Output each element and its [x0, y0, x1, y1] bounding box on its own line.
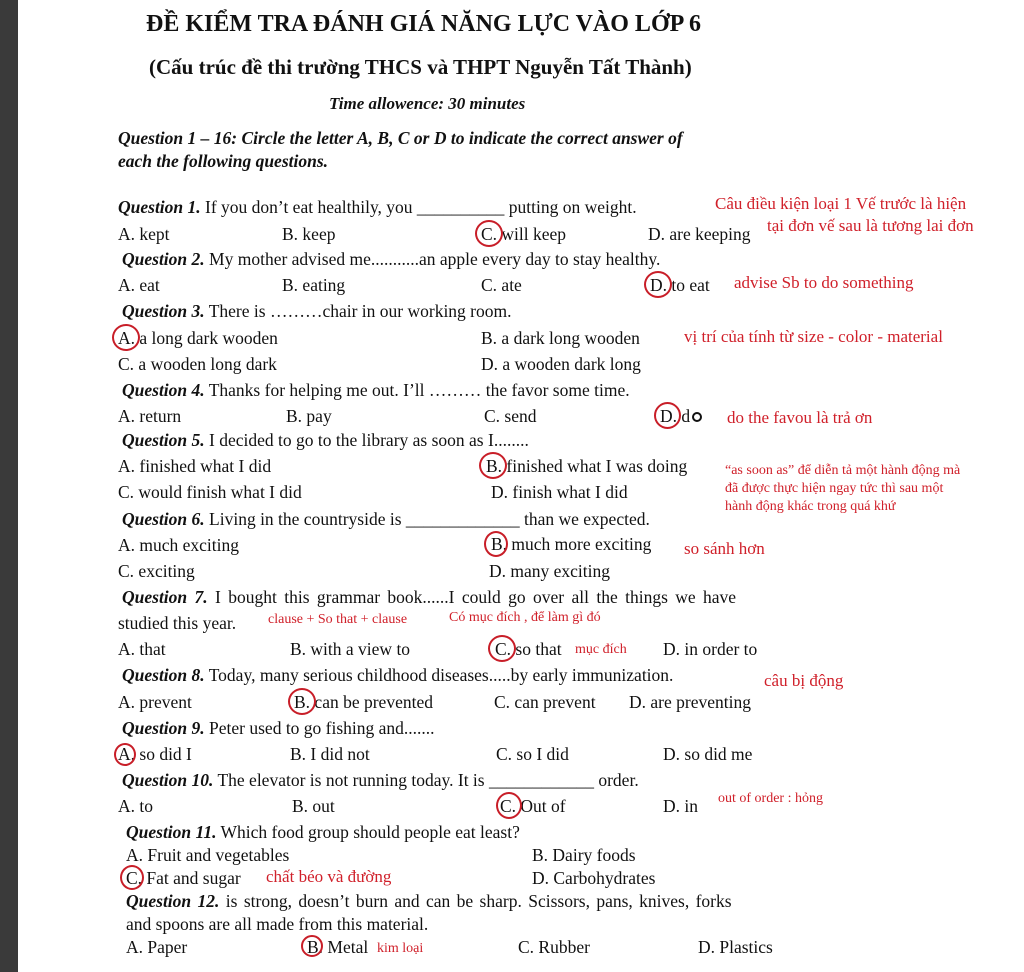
question-6-note: so sánh hơn: [684, 539, 765, 558]
answer-circle-q4: [654, 402, 681, 429]
question-10-option-a: A. to: [118, 796, 153, 816]
question-4-note: do the favou là trả ơn: [727, 408, 873, 427]
question-6-stem: Question 6. Living in the countryside is _____________ than we expected.: [122, 509, 650, 529]
question-1-option-a: A. kept: [118, 224, 170, 244]
question-12-option-c: C. Rubber: [518, 937, 590, 957]
question-7-option-a: A. that: [118, 639, 166, 659]
question-12-option-a: A. Paper: [126, 937, 188, 957]
question-11-option-b: B. Dairy foods: [532, 845, 636, 865]
question-7-option-b: B. with a view to: [290, 639, 411, 659]
question-9-option-c: C. so I did: [496, 744, 569, 764]
question-8-option-d: D. are preventing: [629, 692, 751, 712]
question-2-option-a: A. eat: [118, 275, 160, 295]
instruction-line-2: each the following questions.: [118, 151, 329, 171]
page-subtitle: (Cấu trúc đề thi trường THCS và THPT Nguyễn Tất Thành): [149, 55, 692, 79]
answer-circle-q2: [644, 271, 672, 298]
question-11-option-a: A. Fruit and vegetables: [126, 845, 290, 865]
question-2-option-c: C. ate: [481, 275, 522, 295]
question-8-stem: Question 8. Today, many serious childhood diseases.....by early immunization.: [122, 665, 674, 685]
question-10-stem: Question 10. The elevator is not running today. It is ____________ order.: [122, 770, 639, 790]
question-3-option-b: B. a dark long wooden: [481, 328, 640, 348]
answer-circle-q6: [484, 531, 508, 557]
question-9-option-d: D. so did me: [663, 744, 753, 764]
question-1-note-line-2: tại đơn vế sau là tương lai đơn: [767, 216, 974, 235]
question-12-stem-line-2: and spoons are all made from this material.: [126, 914, 429, 934]
answer-circle-q5: [479, 452, 507, 479]
question-5-option-c: C. would finish what I did: [118, 482, 302, 502]
instruction-line-1: Question 1 – 16: Circle the letter A, B, C or D to indicate the correct answer of: [118, 128, 683, 148]
answer-circle-q12: [301, 935, 323, 957]
answer-circle-q7: [488, 635, 516, 662]
question-2-option-d: D. to eat: [650, 275, 710, 295]
question-6-option-b: B. much more exciting: [491, 534, 652, 554]
question-5-stem: Question 5. I decided to go to the library as soon as I........: [122, 430, 529, 450]
question-4-stem: Question 4. Thanks for helping me out. I’ll ……… the favor some time.: [122, 380, 630, 400]
question-6-option-c: C. exciting: [118, 561, 195, 581]
answer-circle-q1: [475, 220, 503, 247]
question-1-stem: Question 1. If you don’t eat healthily, you __________ putting on weight.: [118, 197, 637, 217]
question-6-option-d: D. many exciting: [489, 561, 611, 581]
answer-circle-q10: [496, 792, 522, 819]
question-7-stem: Question 7. I bought this grammar book......I could go over all the things we have: [122, 587, 737, 607]
question-11-stem: Question 11. Which food group should people eat least?: [126, 822, 520, 842]
question-5-option-d: D. finish what I did: [491, 482, 628, 502]
page-title: ĐỀ KIỂM TRA ĐÁNH GIÁ NĂNG LỰC VÀO LỚP 6: [146, 11, 701, 37]
question-7-note-structure: clause + So that + clause: [268, 612, 408, 627]
question-5-option-b: B. finished what I was doing: [486, 456, 688, 476]
question-5-option-a: A. finished what I did: [118, 456, 272, 476]
question-11-option-c: C. Fat and sugar: [126, 868, 241, 888]
answer-circle-q9: [114, 743, 136, 766]
question-5-note-line-2: đã được thực hiện ngay tức thì sau một: [725, 481, 944, 496]
question-10-option-d: D. in: [663, 796, 698, 816]
question-4-option-d: D. d: [660, 406, 691, 426]
question-4-option-b: B. pay: [286, 406, 332, 426]
question-8-option-a: A. prevent: [118, 692, 192, 712]
question-12-option-d: D. Plastics: [698, 937, 773, 957]
question-10-note: out of order : hỏng: [718, 791, 823, 806]
question-4-option-c: C. send: [484, 406, 537, 426]
question-3-option-c: C. a wooden long dark: [118, 354, 277, 374]
question-5-note-line-3: hành động khác trong quá khứ: [725, 499, 896, 514]
time-allowance: Time allowence: 30 minutes: [329, 94, 526, 113]
question-10-option-c: C. Out of: [500, 796, 566, 816]
question-9-option-b: B. I did not: [290, 744, 370, 764]
question-10-option-b: B. out: [292, 796, 335, 816]
question-7-stem-line-2: studied this year.: [118, 613, 237, 633]
question-2-stem: Question 2. My mother advised me...........an apple every day to stay healthy.: [122, 249, 661, 269]
question-11-note: chất béo và đường: [266, 867, 392, 886]
question-3-note: vị trí của tính từ size - color - material: [684, 327, 943, 346]
question-8-note: câu bị động: [764, 671, 844, 690]
question-3-option-d: D. a wooden dark long: [481, 354, 641, 374]
question-9-stem: Question 9. Peter used to go fishing and.......: [122, 718, 435, 738]
question-11-option-d: D. Carbohydrates: [532, 868, 656, 888]
question-1-option-b: B. keep: [282, 224, 336, 244]
answer-circle-q11: [120, 865, 144, 890]
question-5-note-line-1: “as soon as” để diễn tả một hành động mà: [725, 463, 961, 478]
question-3-stem: Question 3. There is ………chair in our working room.: [122, 301, 512, 321]
question-8-option-c: C. can prevent: [494, 692, 596, 712]
question-12-option-b: B. Metal: [307, 937, 369, 957]
viewer-left-edge: [0, 0, 18, 972]
question-6-option-a: A. much exciting: [118, 535, 240, 555]
document-page: [18, 0, 1024, 972]
question-4-option-a: A. return: [118, 406, 182, 426]
question-1-option-c: C. will keep: [481, 224, 567, 244]
question-7-note-option: mục đích: [575, 642, 627, 657]
question-9-option-a: A. so did I: [118, 744, 192, 764]
question-7-note-meaning: Có mục đích , để làm gì đó: [449, 610, 601, 625]
question-12-note: kim loại: [377, 941, 424, 956]
answer-circle-q8: [288, 688, 316, 715]
answer-circle-q3: [112, 324, 140, 351]
question-3-option-a: A. a long dark wooden: [118, 328, 278, 348]
question-1-note-line-1: Câu điều kiện loại 1 Vế trước là hiện: [715, 194, 967, 213]
question-1-option-d: D. are keeping: [648, 224, 751, 244]
question-2-note: advise Sb to do something: [734, 273, 914, 292]
question-7-option-c: C. so that: [495, 639, 562, 659]
question-2-option-b: B. eating: [282, 275, 346, 295]
question-8-option-b: B. can be prevented: [294, 692, 433, 712]
pen-mark: [692, 412, 702, 422]
question-7-option-d: D. in order to: [663, 639, 758, 659]
question-12-stem: Question 12. is strong, doesn’t burn and can be sharp. Scissors, pans, knives, forks: [126, 891, 732, 911]
